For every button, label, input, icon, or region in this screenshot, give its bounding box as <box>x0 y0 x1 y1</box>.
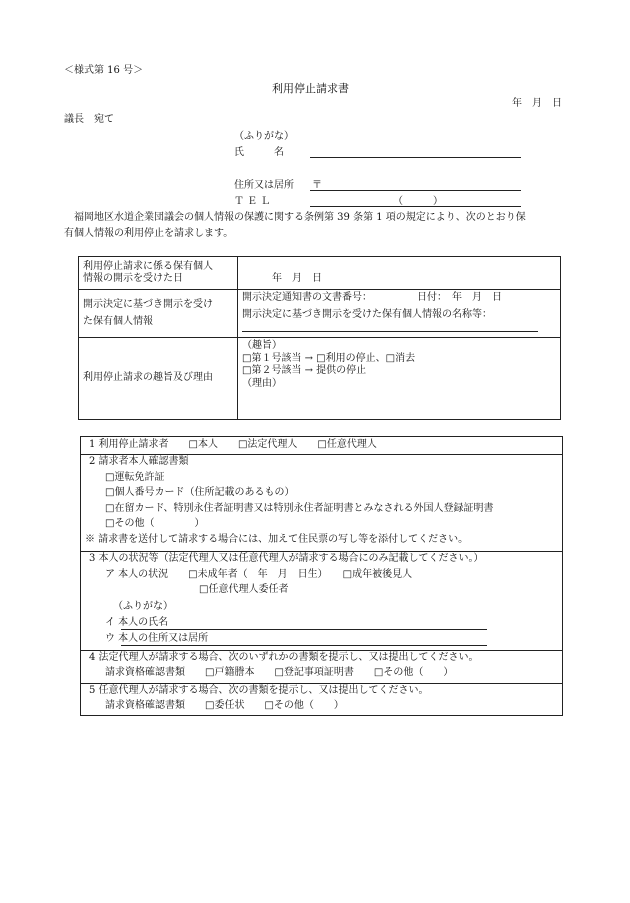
principal-name-label: イ 本人の氏名 <box>105 617 169 628</box>
row3-label <box>79 338 238 420</box>
row1-label-line2: 情報の開示を受けた日 <box>83 273 183 284</box>
table-row-disclosure-date <box>79 257 561 290</box>
id-doc-license[interactable]: □運転免許証 <box>105 472 165 483</box>
date-line: 年 月 日 <box>512 98 562 109</box>
row1-label-line1: 利用停止請求に係る保有個人 <box>83 260 213 272</box>
clause1-option[interactable]: □第１号該当 → □利用の停止、□消去 <box>242 352 416 364</box>
info-name-line: 開示決定に基づき開示を受けた保有個人情報の名称等： <box>242 308 492 320</box>
id-doc-other[interactable]: □その他（ ） <box>105 518 205 529</box>
row2-label-line1: 開示決定に基づき開示を受け <box>83 299 213 310</box>
row2-label-line2: た保有個人情報 <box>83 315 153 327</box>
notice-number-line: 開示決定通知書の文書番号： 日付： 年 月 日 <box>242 292 502 303</box>
disclosure-date-value: 年 月 日 <box>272 272 322 284</box>
name-field[interactable] <box>310 157 521 158</box>
row2-value[interactable] <box>238 290 561 338</box>
addressee: 議長 宛て <box>64 114 114 125</box>
address-label: 住所又は居所 <box>234 180 294 191</box>
voluntary-agent-title: 5 任意代理人が請求する場合、次の書類を提示し、又は提出してください。 <box>89 685 429 696</box>
section-2 <box>81 454 562 552</box>
address-field[interactable] <box>310 190 521 191</box>
purpose-heading: （趣旨） <box>242 340 282 351</box>
principal-status-options[interactable]: ア 本人の状況 □未成年者（ 年 月 日生） □成年被後見人 <box>105 569 413 580</box>
section-3 <box>81 551 562 651</box>
reason-heading: （理由） <box>242 377 282 389</box>
table-row-purpose-reason <box>79 338 561 420</box>
request-table <box>78 256 561 420</box>
principal-furigana-label: （ふりがな） <box>113 601 173 612</box>
furigana-label: （ふりがな） <box>234 131 294 142</box>
tel-paren: （ ） <box>393 196 443 207</box>
legal-agent-docs-options[interactable]: 請求資格確認書類 □戸籍謄本 □登記事項証明書 □その他（ ） <box>105 667 454 678</box>
row2-label <box>79 290 238 338</box>
voluntary-agent-docs-options[interactable]: 請求資格確認書類 □委任状 □その他（ ） <box>105 700 344 711</box>
id-docs-title: 2 請求者本人確認書類 <box>89 456 189 467</box>
id-doc-mynumber[interactable]: □個人番号カード（住所記載のあるもの） <box>105 487 295 498</box>
id-doc-residence-card[interactable]: □在留カード、特別永住者証明書又は特別永住者証明書とみなされる外国人登録証明書 <box>105 503 494 514</box>
section-1 <box>81 437 562 455</box>
row3-value[interactable] <box>238 338 561 420</box>
clause2-option[interactable]: □第２号該当 → 提供の停止 <box>242 365 367 376</box>
section-4 <box>81 650 562 684</box>
intro-line-2: 有個人情報の利用停止を請求します。 <box>64 228 234 239</box>
tel-label: Ｔ Ｅ Ｌ <box>234 196 271 207</box>
principal-status-title: 3 本人の状況等（法定代理人又は任意代理人が請求する場合にのみ記載してください。） <box>89 553 484 564</box>
principal-delegator-option[interactable]: □任意代理人委任者 <box>199 584 289 595</box>
form-number: ＜様式第 16 号＞ <box>64 65 144 76</box>
principal-address-field[interactable] <box>121 645 487 646</box>
request-details-box <box>80 436 563 716</box>
principal-address-label: ウ 本人の住所又は居所 <box>105 633 209 644</box>
row3-label-text: 利用停止請求の趣旨及び理由 <box>83 372 213 384</box>
row1-value[interactable] <box>238 257 561 290</box>
section-5 <box>81 683 562 714</box>
intro-line-1: 福岡地区水道企業団議会の個人情報の保護に関する条例第 39 条第 1 項の規定により、次のとおり保 <box>64 212 526 223</box>
table-row-disclosed-info <box>79 290 561 338</box>
principal-name-field[interactable] <box>121 629 487 630</box>
row1-label <box>79 257 238 290</box>
tel-field[interactable] <box>310 206 521 207</box>
requester-type-options[interactable]: 1 利用停止請求者 □本人 □法定代理人 □任意代理人 <box>89 439 377 450</box>
postal-mark: 〒 <box>312 180 322 191</box>
id-docs-note: ※ 請求書を送付して請求する場合には、加えて住民票の写し等を添付してください。 <box>85 534 469 545</box>
document-title: 利用停止請求書 <box>272 82 349 95</box>
legal-agent-title: 4 法定代理人が請求する場合、次のいずれかの書類を提示し、又は提出してください。 <box>89 652 479 663</box>
name-label: 氏 名 <box>234 147 284 158</box>
info-name-field[interactable] <box>242 321 538 332</box>
